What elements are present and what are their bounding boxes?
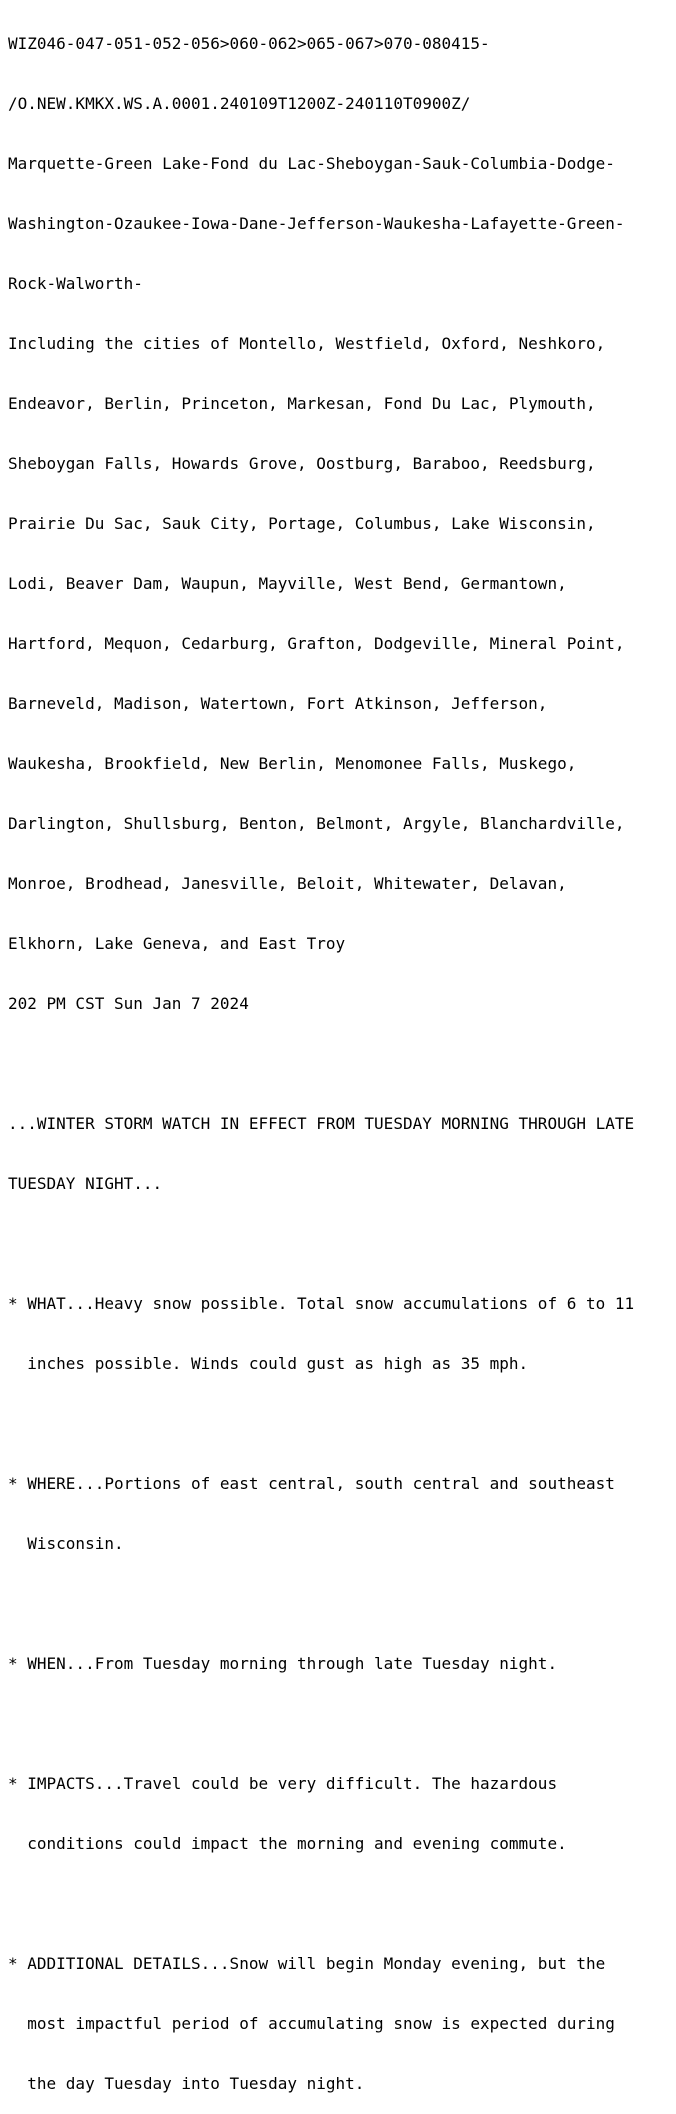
when-section-line: * WHEN...From Tuesday morning through late Tuesday night. (8, 1654, 558, 1673)
what-section-line: * WHAT...Heavy snow possible. Total snow accumulations of 6 to 11 (8, 1294, 635, 1313)
impacts-section-line: conditions could impact the morning and evening commute. (8, 1834, 567, 1853)
where-section-line: * WHERE...Portions of east central, south central and southeast (8, 1474, 615, 1493)
where-section-line: Wisconsin. (8, 1534, 124, 1553)
cities-line: Prairie Du Sac, Sauk City, Portage, Columbus, Lake Wisconsin, (8, 514, 596, 533)
blank-line (8, 1714, 672, 1734)
issued-time: 202 PM CST Sun Jan 7 2024 (8, 994, 249, 1013)
cities-line: Lodi, Beaver Dam, Waupun, Mayville, West Bend, Germantown, (8, 574, 567, 593)
weather-bulletin (8, 0, 672, 2114)
cities-line: Waukesha, Brookfield, New Berlin, Menomonee Falls, Muskego, (8, 754, 577, 773)
additional-details-line: the day Tuesday into Tuesday night. (8, 2074, 365, 2093)
blank-line (8, 1894, 672, 1914)
cities-line: Elkhorn, Lake Geneva, and East Troy (8, 934, 346, 953)
zones-line: Marquette-Green Lake-Fond du Lac-Sheboygan-Sauk-Columbia-Dodge- (8, 154, 615, 173)
blank-line (8, 1234, 672, 1254)
additional-details-line: most impactful period of accumulating snow is expected during (8, 2014, 615, 2033)
vtec-code-line: /O.NEW.KMKX.WS.A.0001.240109T1200Z-240110T0900Z/ (8, 94, 471, 113)
zones-line: Rock-Walworth- (8, 274, 143, 293)
blank-line (8, 1414, 672, 1434)
cities-line: Monroe, Brodhead, Janesville, Beloit, Whitewater, Delavan, (8, 874, 567, 893)
zones-line: Washington-Ozaukee-Iowa-Dane-Jefferson-Waukesha-Lafayette-Green- (8, 214, 625, 233)
cities-line: Darlington, Shullsburg, Benton, Belmont, Argyle, Blanchardville, (8, 814, 625, 833)
cities-line: Sheboygan Falls, Howards Grove, Oostburg, Baraboo, Reedsburg, (8, 454, 596, 473)
blank-line (8, 1594, 672, 1614)
headline-line: TUESDAY NIGHT... (8, 1174, 163, 1193)
blank-line (8, 1054, 672, 1074)
headline-line: ...WINTER STORM WATCH IN EFFECT FROM TUESDAY MORNING THROUGH LATE (8, 1114, 635, 1133)
impacts-section-line: * IMPACTS...Travel could be very difficult. The hazardous (8, 1774, 558, 1793)
cities-line: Hartford, Mequon, Cedarburg, Grafton, Dodgeville, Mineral Point, (8, 634, 625, 653)
ugc-code-line: WIZ046-047-051-052-056>060-062>065-067>070-080415- (8, 34, 490, 53)
what-section-line: inches possible. Winds could gust as high as 35 mph. (8, 1354, 529, 1373)
cities-line: Endeavor, Berlin, Princeton, Markesan, Fond Du Lac, Plymouth, (8, 394, 596, 413)
cities-line: Including the cities of Montello, Westfield, Oxford, Neshkoro, (8, 334, 606, 353)
cities-line: Barneveld, Madison, Watertown, Fort Atkinson, Jefferson, (8, 694, 548, 713)
additional-details-line: * ADDITIONAL DETAILS...Snow will begin Monday evening, but the (8, 1954, 606, 1973)
